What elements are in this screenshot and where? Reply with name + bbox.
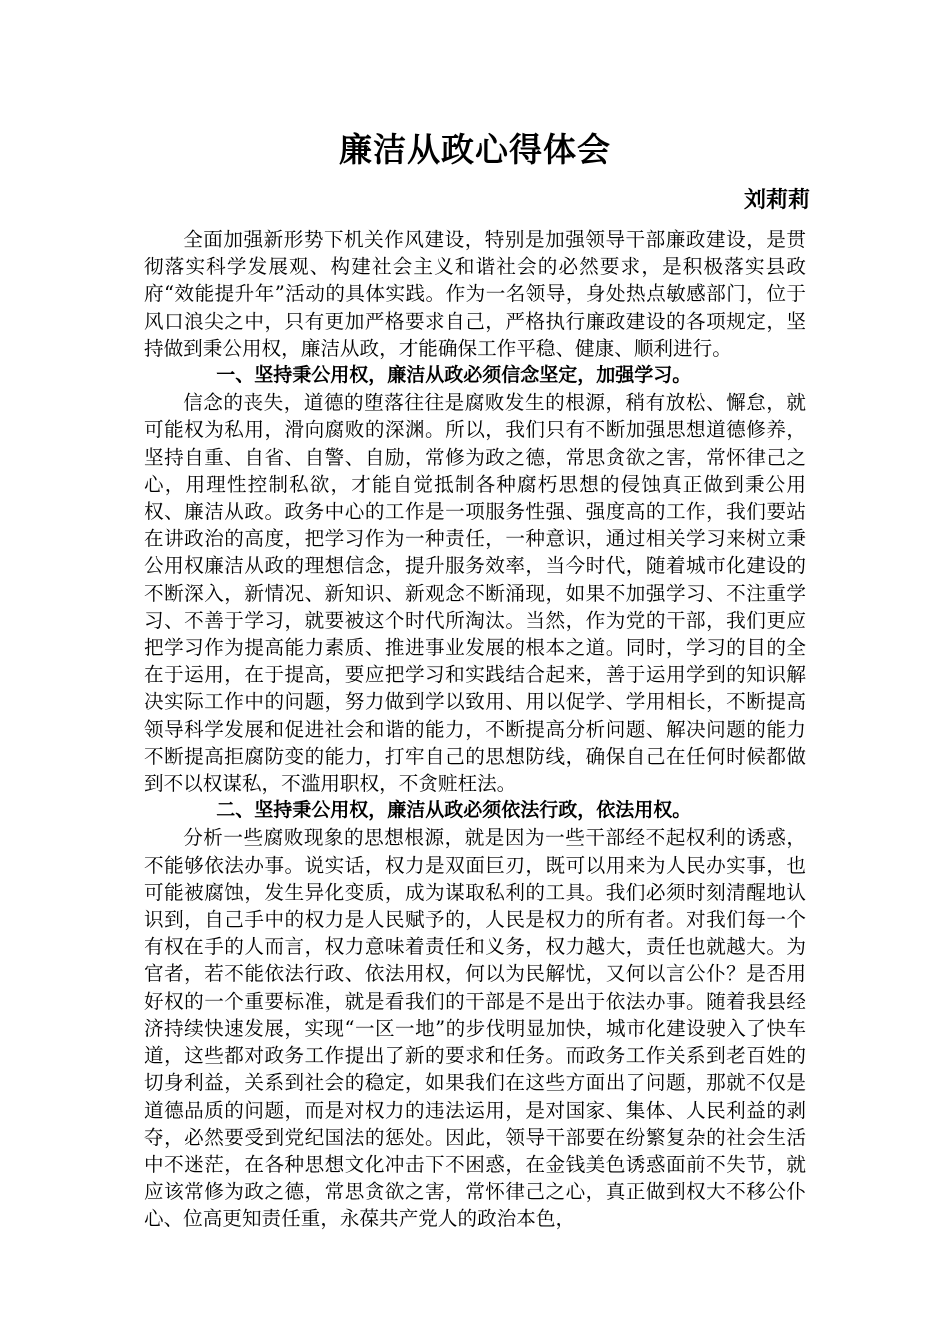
intro-paragraph: 全面加强新形势下机关作风建设，特别是加强领导干部廉政建设，是贯彻落实科学发展观、构建社会主义和谐社会的必然要求，是积极落实县政府“效能提升年”活动的具体实践。作为一名领导，身处热点敏感部门，位于风口浪尖之中，只有更加严格要求自己，严格执行廉政建设的各项规定，坚持做到秉公用权，廉洁从政，才能确保工作平稳、健康、顺利进行。 — [144, 228, 806, 360]
section-1-paragraph: 信念的丧失，道德的堕落往往是腐败发生的根源，稍有放松、懈怠，就可能权为私用，滑向腐败的深渊。所以，我们只有不断加强思想道德修养，坚持自重、自省、自警、自励，常修为政之德，常思贪欲之害，常怀律己之心，用理性控制私欲，才能自觉抵制各种腐朽思想的侵蚀真正做到秉公用权、廉洁从政。政务中心的工作是一项服务性强、强度高的工作，我们要站在讲政治的高度，把学习作为一种责任，一种意识，通过相关学习来树立秉公用权廉洁从政的理想信念，提升服务效率，当今时代，随着城市化建设的不断深入，新情况、新知识、新观念不断涌现，如果不加强学习、不注重学习、不善于学习，就要被这个时代所淘汰。当然，作为党的干部，我们更应把学习作为提高能力素质、推进事业发展的根本之道。同时，学习的目的全在于运用，在于提高，要应把学习和实践结合起来，善于运用学到的知识解决实际工作中的问题，努力做到学以致用、用以促学、学用相长，不断提高领导科学发展和促进社会和谐的能力，不断提高分析问题、解决问题的能力不断提高拒腐防变的能力，打牢自己的思想防线，确保自己在任何时候都做到不以权谋私，不滥用职权，不贪赃枉法。 — [144, 391, 806, 796]
document-author: 刘莉莉 — [743, 188, 810, 213]
section-2-paragraph: 分析一些腐败现象的思想根源，就是因为一些干部经不起权利的诱惑，不能够依法办事。说实话，权力是双面巨刃，既可以用来为人民办实事，也可能被腐蚀，发生异化变质，成为谋取私利的工具。我们必须时刻清醒地认识到，自己手中的权力是人民赋予的，人民是权力的所有者。对我们每一个有权在手的人而言，权力意味着责任和义务，权力越大，责任也就越大。为官者，若不能依法行政、依法用权，何以为民解忧，又何以言公仆？是否用好权的一个重要标准，就是看我们的干部是不是出于依法办事。随着我县经济持续快速发展，实现“一区一地”的步伐明显加快，城市化建设驶入了快车道，这些都对政务工作提出了新的要求和任务。而政务工作关系到老百姓的切身利益，关系到社会的稳定，如果我们在这些方面出了问题，那就不仅是道德品质的问题，而是对权力的违法运用，是对国家、集体、人民利益的剥夺，必然要受到党纪国法的惩处。因此，领导干部要在纷繁复杂的社会生活中不迷茫，在各种思想文化冲击下不困惑，在金钱美色诱惑面前不失节，就应该常修为政之德，常思贪欲之害，常怀律己之心，真正做到权大不移公仆心、位高更知责任重，永葆共产党人的政治本色， — [144, 826, 806, 1231]
section-2-heading: 二、坚持秉公用权，廉洁从政必须依法行政，依法用权。 — [216, 799, 692, 822]
document-title: 廉洁从政心得体会 — [339, 130, 611, 169]
section-1-heading: 一、坚持秉公用权，廉洁从政必须信念坚定，加强学习。 — [216, 364, 692, 387]
document-body — [144, 226, 806, 1233]
